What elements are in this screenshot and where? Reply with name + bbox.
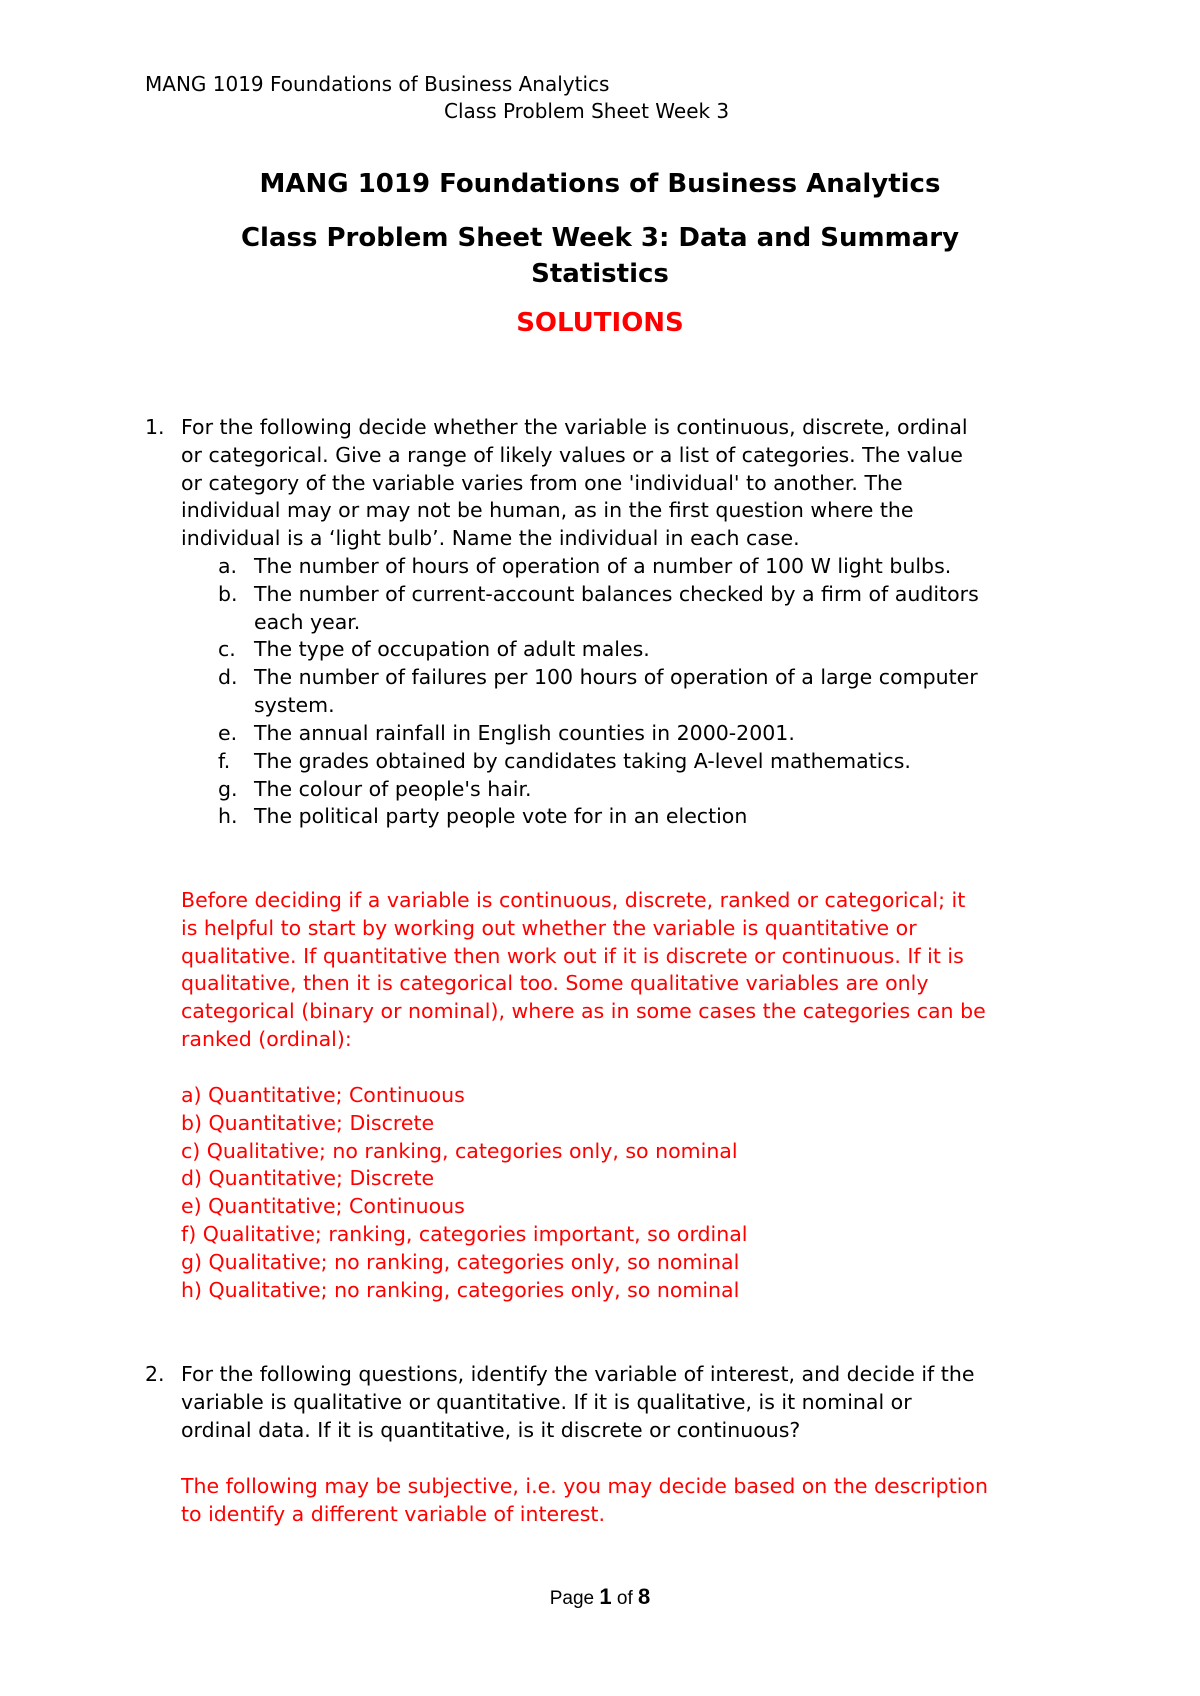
q1-line: or category of the variable varies from one 'individual' to another. The (181, 471, 903, 495)
item-text: The number of failures per 100 hours of operation of a large computer (254, 665, 978, 689)
solution-line: Before deciding if a variable is continuous, discrete, ranked or categorical; it (181, 888, 966, 912)
of-word: of (616, 1588, 633, 1609)
page-footer (0, 1585, 1200, 1611)
item-text: The grades obtained by candidates taking A-level mathematics. (254, 749, 911, 773)
answer-line: f) Qualitative; ranking, categories important, so ordinal (181, 1222, 748, 1246)
item-text: The number of current-account balances checked by a firm of auditors (254, 582, 979, 606)
subtitle-line2: Statistics (531, 259, 669, 289)
q2-line: For the following questions, identify the variable of interest, and decide if the (181, 1362, 975, 1386)
item-letter: h. (218, 804, 238, 828)
item-text: system. (254, 693, 335, 717)
answer-line: h) Qualitative; no ranking, categories only, so nominal (181, 1278, 740, 1302)
item-letter: a. (218, 554, 238, 578)
solution-line: is helpful to start by working out whether the variable is quantitative or (181, 916, 917, 940)
solution-line: qualitative, then it is categorical too. Some qualitative variables are only (181, 971, 929, 995)
solution-line: qualitative. If quantitative then work out if it is discrete or continuous. If it is (181, 944, 964, 968)
subtitle-line1: Class Problem Sheet Week 3: Data and Summary (240, 223, 960, 253)
q1-line: individual is a ‘light bulb’. Name the individual in each case. (181, 526, 800, 550)
item-letter: b. (218, 582, 238, 606)
q1-line: For the following decide whether the variable is continuous, discrete, ordinal (181, 415, 968, 439)
running-header-line1: MANG 1019 Foundations of Business Analytics (145, 72, 610, 96)
running-header-line2: Class Problem Sheet Week 3 (444, 99, 730, 123)
solution-line: ranked (ordinal): (181, 1027, 352, 1051)
q2-line: ordinal data. If it is quantitative, is it discrete or continuous? (181, 1418, 801, 1442)
item-text: The number of hours of operation of a number of 100 W light bulbs. (254, 554, 952, 578)
question-1-number: 1. (145, 415, 165, 439)
solution-line: The following may be subjective, i.e. you may decide based on the description (181, 1474, 988, 1498)
document-subtitle (0, 220, 1200, 292)
document-title: MANG 1019 Foundations of Business Analytics (259, 169, 941, 199)
answer-line: g) Qualitative; no ranking, categories only, so nominal (181, 1250, 740, 1274)
q1-line: or categorical. Give a range of likely values or a list of categories. The value (181, 443, 963, 467)
answer-line: b) Quantitative; Discrete (181, 1111, 435, 1135)
solutions-heading: SOLUTIONS (516, 308, 684, 338)
answer-line: a) Quantitative; Continuous (181, 1083, 465, 1107)
solution-line: to identify a different variable of interest. (181, 1502, 605, 1526)
q2-line: variable is qualitative or quantitative. If it is qualitative, is it nominal or (181, 1390, 912, 1414)
answer-line: e) Quantitative; Continuous (181, 1194, 465, 1218)
item-text: The annual rainfall in English counties in 2000-2001. (254, 721, 795, 745)
item-letter: f. (218, 749, 231, 773)
solution-line: categorical (binary or nominal), where as in some cases the categories can be (181, 999, 986, 1023)
question-2-number: 2. (145, 1362, 165, 1386)
item-letter: e. (218, 721, 238, 745)
page-total: 8 (638, 1584, 651, 1609)
q1-line: individual may or may not be human, as in the first question where the (181, 498, 914, 522)
answer-line: c) Qualitative; no ranking, categories only, so nominal (181, 1139, 738, 1163)
item-text: each year. (254, 610, 361, 634)
item-letter: c. (218, 637, 236, 661)
answer-line: d) Quantitative; Discrete (181, 1166, 435, 1190)
item-text: The type of occupation of adult males. (254, 637, 650, 661)
page-number: 1 (599, 1584, 612, 1609)
item-letter: g. (218, 777, 238, 801)
item-letter: d. (218, 665, 238, 689)
item-text: The political party people vote for in an election (254, 804, 748, 828)
page-word: Page (549, 1588, 595, 1609)
item-text: The colour of people's hair. (254, 777, 532, 801)
